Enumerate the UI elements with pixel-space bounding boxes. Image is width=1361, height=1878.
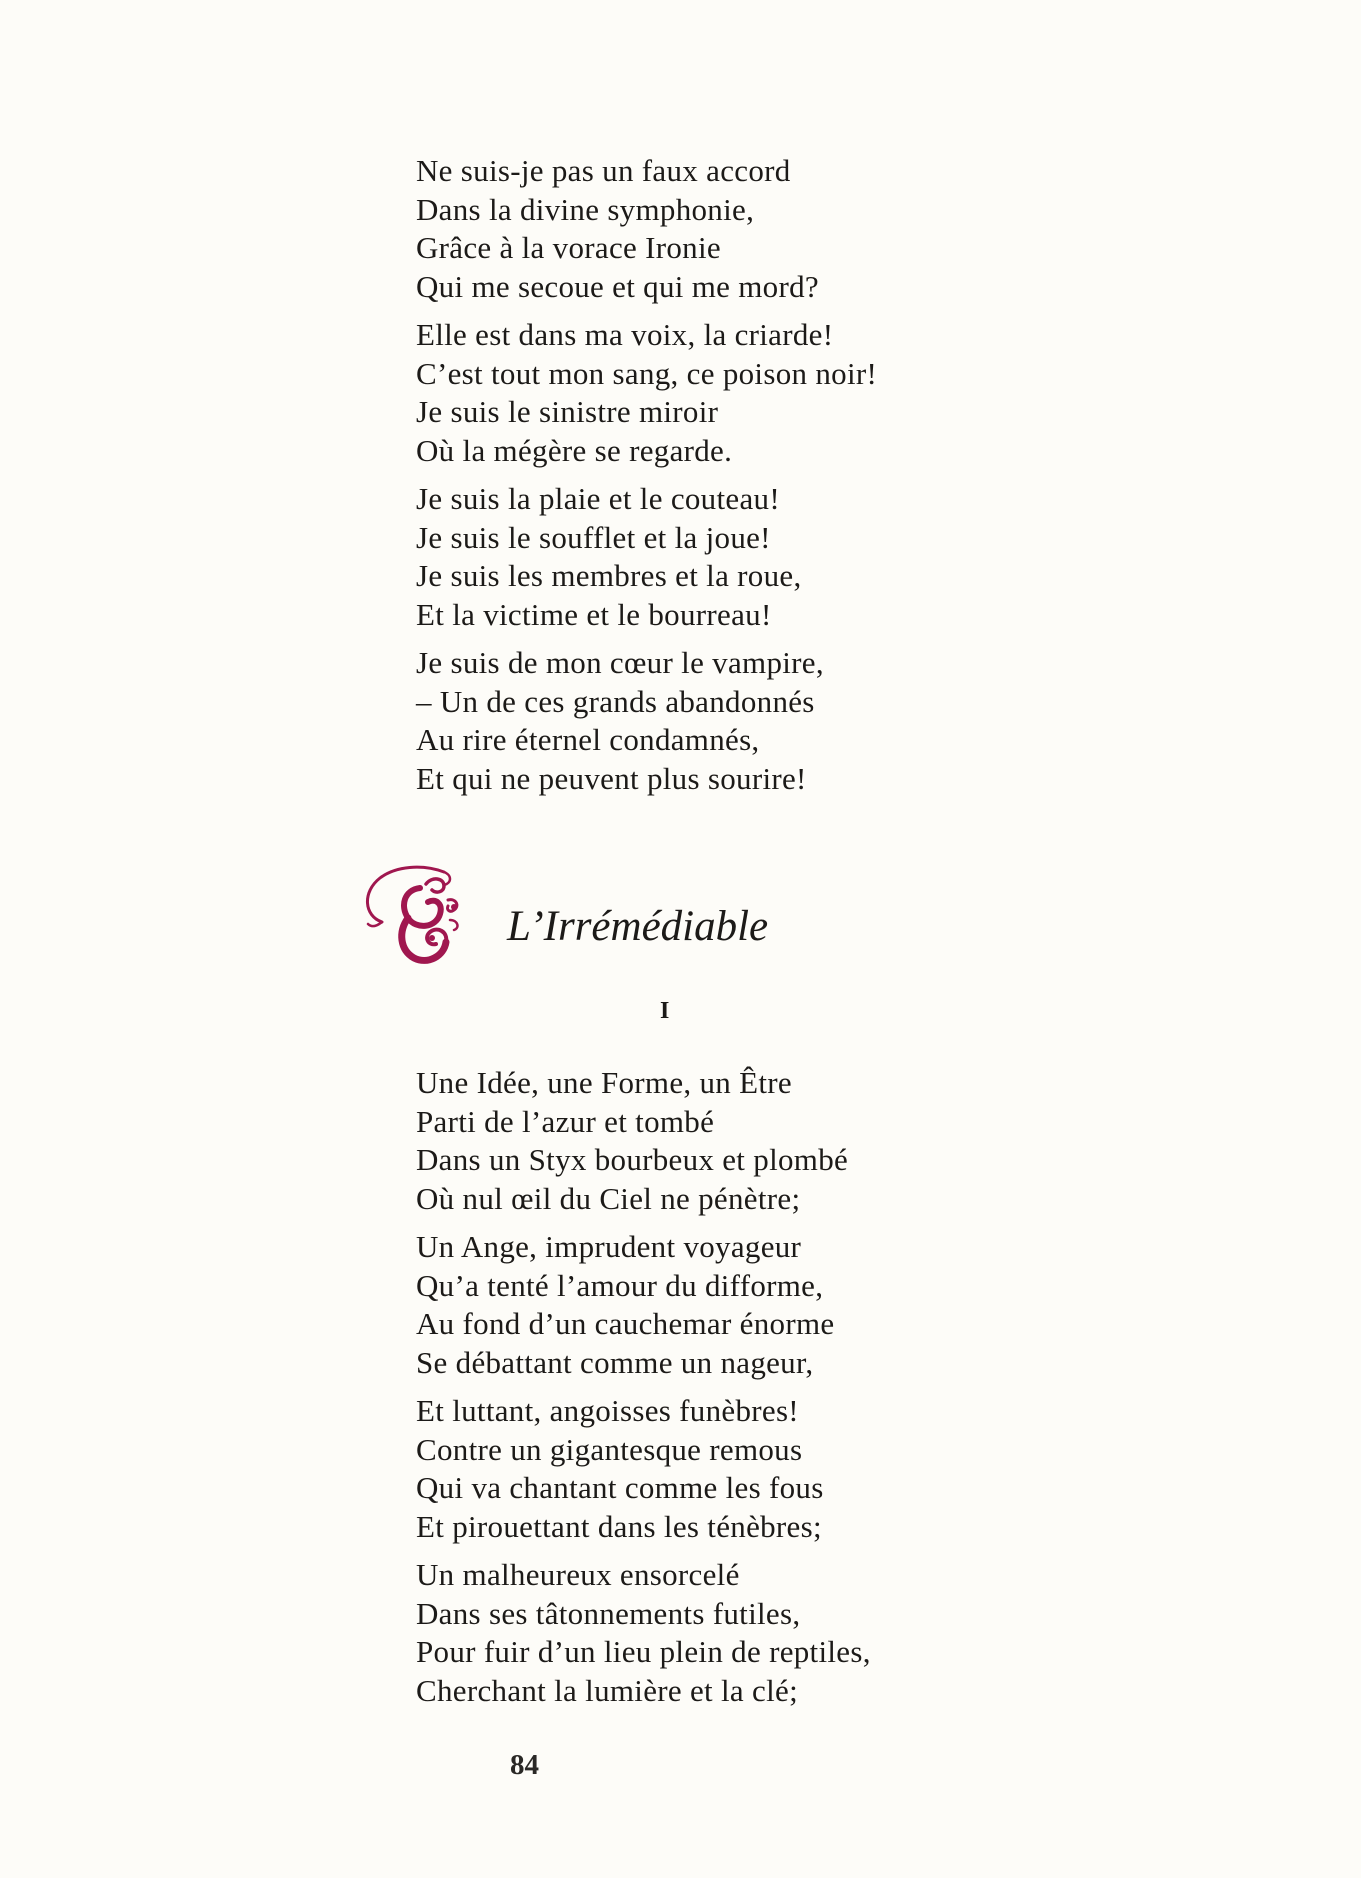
verse-line: Elle est dans ma voix, la criarde! bbox=[416, 317, 834, 352]
verse-line: Un malheureux ensorcelé bbox=[416, 1557, 740, 1592]
verse-line: Où la mégère se regarde. bbox=[416, 432, 733, 468]
stanza bbox=[416, 1064, 1116, 1218]
verse-line: Grâce à la vorace Ironie bbox=[416, 230, 721, 265]
stanza bbox=[416, 152, 1116, 306]
verse-line: Dans la divine symphonie, bbox=[416, 191, 755, 227]
decorative-initial-ornament-icon bbox=[360, 862, 470, 972]
poem-continuation bbox=[416, 152, 1116, 808]
verse-line: Je suis le sinistre miroir bbox=[416, 394, 719, 429]
verse-line: C’est tout mon sang, ce poison noir! bbox=[416, 355, 878, 391]
verse-line: Au fond d’un cauchemar énorme bbox=[416, 1306, 835, 1341]
verse-line: Je suis les membres et la roue, bbox=[416, 558, 802, 593]
verse-line: Dans ses tâtonnements futiles, bbox=[416, 1595, 801, 1631]
verse-line: Pour fuir d’un lieu plein de reptiles, bbox=[416, 1634, 871, 1669]
verse-line: Qui me secoue et qui me mord? bbox=[416, 268, 819, 304]
verse-line: Dans un Styx bourbeux et plombé bbox=[416, 1142, 849, 1177]
stanza bbox=[416, 1392, 1116, 1546]
verse-line: Ne suis-je pas un faux accord bbox=[416, 153, 791, 188]
verse-line: Une Idée, une Forme, un Être bbox=[416, 1065, 792, 1100]
verse-line: Et la victime et le bourreau! bbox=[416, 596, 772, 632]
verse-line: Et pirouettant dans les ténèbres; bbox=[416, 1508, 822, 1544]
verse-line: Cherchant la lumière et la clé; bbox=[416, 1672, 798, 1708]
verse-line: Parti de l’azur et tombé bbox=[416, 1103, 715, 1139]
poem-body bbox=[416, 1064, 1116, 1720]
section-numeral: I bbox=[660, 998, 670, 1024]
verse-line: Et luttant, angoisses funèbres! bbox=[416, 1393, 799, 1428]
verse-line: Je suis de mon cœur le vampire, bbox=[416, 645, 824, 680]
verse-line: Qui va chantant comme les fous bbox=[416, 1470, 824, 1505]
verse-line: Et qui ne peuvent plus sourire! bbox=[416, 760, 807, 796]
stanza bbox=[416, 1556, 1116, 1710]
verse-line: Je suis la plaie et le couteau! bbox=[416, 481, 780, 516]
page-number: 84 bbox=[510, 1749, 539, 1781]
stanza bbox=[416, 480, 1116, 634]
poem-title-row bbox=[360, 862, 920, 972]
verse-line: Un Ange, imprudent voyageur bbox=[416, 1229, 802, 1264]
stanza bbox=[416, 1228, 1116, 1382]
stanza bbox=[416, 316, 1116, 470]
verse-line: Contre un gigantesque remous bbox=[416, 1431, 803, 1467]
verse-line: Au rire éternel condamnés, bbox=[416, 722, 760, 757]
verse-line: – Un de ces grands abandonnés bbox=[416, 683, 815, 719]
verse-line: Qu’a tenté l’amour du difforme, bbox=[416, 1267, 824, 1303]
stanza bbox=[416, 644, 1116, 798]
verse-line: Où nul œil du Ciel ne pénètre; bbox=[416, 1180, 801, 1216]
verse-line: Se débattant comme un nageur, bbox=[416, 1344, 814, 1380]
verse-line: Je suis le soufflet et la joue! bbox=[416, 519, 771, 555]
poem-title: L’Irrémédiable bbox=[507, 903, 769, 950]
